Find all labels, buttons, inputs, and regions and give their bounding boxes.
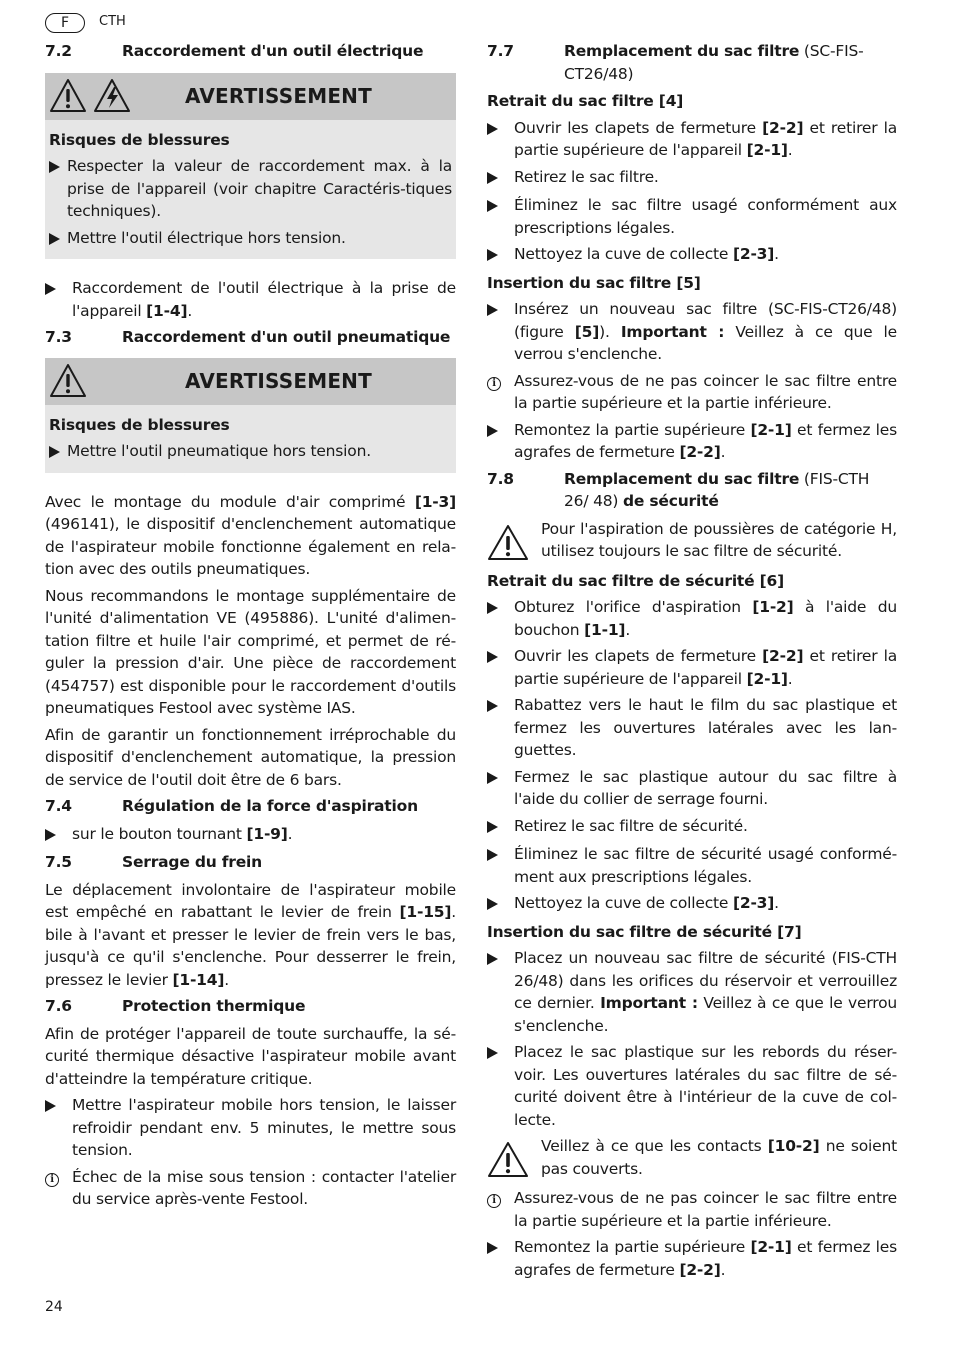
subheading: Retrait du sac filtre de sécurité [6]: [487, 571, 784, 590]
left-column: [45, 40, 456, 1215]
section-heading-7-6: 7.6 Protection thermique: [45, 997, 306, 1015]
section-heading-7-4: 7.4 Régulation de la force d'aspiration: [45, 797, 418, 815]
step-item: Retirez le sac filtre.: [487, 166, 897, 191]
language-badge: F: [45, 13, 85, 33]
bullet-arrow-icon: [487, 772, 498, 784]
section-heading-7-8: 7.8 Remplacement du sac filtre (FIS-CTH 26/ 48) de sécurité: [487, 469, 870, 510]
bullet-arrow-icon: [487, 425, 498, 437]
bullet-arrow-icon: [487, 821, 498, 833]
bullet-arrow-icon: [487, 172, 498, 184]
step-item: Raccordement de l'outil électrique à la prise de l'appareil [1-4].: [45, 277, 456, 322]
info-icon: i: [487, 1194, 501, 1208]
warning-heading: Risques de blessures: [49, 415, 230, 434]
bullet-arrow-icon: [45, 1100, 56, 1112]
bullet-arrow-icon: [49, 233, 60, 245]
bullet-arrow-icon: [487, 123, 498, 135]
info-icon: i: [45, 1173, 59, 1187]
step-item: Éliminez le sac filtre usagé conformément aux prescriptions légales.: [487, 194, 897, 239]
step-item: Nettoyez la cuve de collecte [2-3].: [487, 892, 897, 917]
page-number: 24: [45, 1299, 63, 1315]
paragraph: Le déplacement involontaire de l'aspirateur mobile est empêché en rabattant le levier de frein [1-15]. bile à l'avant et presser le levier de frein vers le bas, jusqu'à ce qu'il s'enclenche. Pour desserrer le frein, pressez le levier [1-14].: [45, 880, 456, 989]
warning-header: [45, 73, 456, 120]
step-item: Ouvrir les clapets de fermeture [2-2] et retirer la partie supérieure de l'appareil [2-1].: [487, 645, 897, 690]
bullet-arrow-icon: [487, 602, 498, 614]
subheading: Insertion du sac filtre [5]: [487, 273, 701, 292]
bullet-arrow-icon: [487, 304, 498, 316]
warning-title: AVERTISSEMENT: [185, 83, 372, 108]
bullet-arrow-icon: [45, 283, 56, 295]
warning-heading: Risques de blessures: [49, 130, 230, 149]
paragraph: Nous recommandons le montage supplémentaire de l'unité d'alimentation VE (495886). L'unité d'alimen-tation filtre et huile l'air comprimé, et permet de ré-guler la pression d'air. Une pièce de raccordement (454757) est disponible pour le raccordement d'outils pneumatiques Festool avec système IAS.: [45, 586, 456, 717]
warning-triangle-icon: [487, 1141, 529, 1179]
step-item: Placez le sac plastique sur les rebords du réser-voir. Les ouvertures latérales du sac filtre de sé-curité doivent être à l'intérieur de la cuve de col-lecte.: [487, 1041, 897, 1131]
bullet-arrow-icon: [487, 849, 498, 861]
warning-item: Mettre l'outil électrique hors tension.: [49, 227, 452, 252]
warning-note: Veillez à ce que les contacts [10-2] ne soient pas couverts.: [487, 1135, 897, 1183]
subheading: Retrait du sac filtre [4]: [487, 92, 684, 110]
bullet-arrow-icon: [487, 898, 498, 910]
model-label: CTH: [99, 14, 126, 29]
warning-triangle-icon: [487, 524, 529, 562]
step-item: Nettoyez la cuve de collecte [2-3].: [487, 243, 897, 268]
paragraph: Avec le montage du module d'air comprimé [1-3] (496141), le dispositif d'enclenchement automatique de l'aspirateur mobile fonctionne également en rela-tion avec des outils pneumatiques.: [45, 492, 456, 578]
bullet-arrow-icon: [487, 1047, 498, 1059]
warning-header: [45, 358, 456, 405]
warning-box: [45, 73, 456, 260]
info-note: i Échec de la mise sous tension : contacter l'atelier du service après-vente Festool.: [45, 1166, 456, 1211]
step-item: Remontez la partie supérieure [2-1] et fermez les agrafes de fermeture [2-2].: [487, 1236, 897, 1281]
step-item: Mettre l'aspirateur mobile hors tension, le laisser refroidir pendant env. 5 minutes, le mettre sous tension.: [45, 1094, 456, 1162]
subheading: Insertion du sac filtre de sécurité [7]: [487, 922, 802, 941]
bullet-arrow-icon: [487, 651, 498, 663]
bullet-arrow-icon: [45, 829, 56, 841]
step-item: Retirez le sac filtre de sécurité.: [487, 815, 897, 840]
bullet-arrow-icon: [487, 953, 498, 965]
warning-note: Pour l'aspiration de poussières de catégorie H, utilisez toujours le sac filtre de sécurité.: [487, 518, 897, 566]
section-heading-7-3: 7.3 Raccordement d'un outil pneumatique: [45, 328, 451, 346]
warning-item: Mettre l'outil pneumatique hors tension.: [49, 440, 452, 465]
electric-hazard-icon: [93, 78, 131, 114]
paragraph: Afin de protéger l'appareil de toute surchauffe, la sé-curité thermique désactive l'aspirateur mobile avant d'atteindre la température critique.: [45, 1024, 456, 1088]
step-item: Insérez un nouveau sac filtre (SC-FIS-CT26/48) (figure [5]). Important : Veillez à ce que le verrou s'enclenche.: [487, 298, 897, 366]
warning-item: Respecter la valeur de raccordement max. à la prise de l'appareil (voir chapitre Caractéris-tiques techniques).: [49, 155, 452, 223]
info-note: i Assurez-vous de ne pas coincer le sac filtre entre la partie supérieure et la partie inférieure.: [487, 1187, 897, 1232]
warning-box: [45, 358, 456, 473]
step-item: Obturez l'orifice d'aspiration [1-2] à l'aide du bouchon [1-1].: [487, 596, 897, 641]
info-note: i Assurez-vous de ne pas coincer le sac filtre entre la partie supérieure et la partie inférieure.: [487, 370, 897, 415]
bullet-arrow-icon: [49, 446, 60, 458]
bullet-arrow-icon: [487, 700, 498, 712]
bullet-arrow-icon: [49, 161, 60, 173]
step-item: Rabattez vers le haut le film du sac plastique et fermez les ouvertures latérales avec les lan-guettes.: [487, 694, 897, 762]
step-item: Remontez la partie supérieure [2-1] et fermez les agrafes de fermeture [2-2].: [487, 419, 897, 464]
right-column: [487, 40, 897, 1285]
step-item: Placez un nouveau sac filtre de sécurité (FIS-CTH 26/48) dans les orifices du réservoir et verrouillez ce dernier. Important : Veillez à ce que le verrou s'enclenche.: [487, 947, 897, 1037]
step-item: sur le bouton tournant [1-9].: [45, 823, 456, 848]
step-item: Éliminez le sac filtre de sécurité usagé conformé-ment aux prescriptions légales.: [487, 843, 897, 888]
step-item: Ouvrir les clapets de fermeture [2-2] et retirer la partie supérieure de l'appareil [2-1].: [487, 117, 897, 162]
bullet-arrow-icon: [487, 249, 498, 261]
section-heading-7-5: 7.5 Serrage du frein: [45, 853, 263, 871]
section-heading-7-7: 7.7 Remplacement du sac filtre (SC-FIS-CT26/48): [487, 42, 864, 83]
warning-title: AVERTISSEMENT: [185, 368, 372, 393]
paragraph: Afin de garantir un fonctionnement irréprochable du dispositif d'enclenchement automatique, la pression de service de l'outil doit être de 6 bars.: [45, 725, 456, 789]
step-item: Fermez le sac plastique autour du sac filtre à l'aide du collier de serrage fourni.: [487, 766, 897, 811]
warning-triangle-icon: [49, 363, 87, 399]
bullet-arrow-icon: [487, 1242, 498, 1254]
bullet-arrow-icon: [487, 200, 498, 212]
info-icon: i: [487, 377, 501, 391]
section-heading-7-2: 7.2 Raccordement d'un outil électrique: [45, 42, 424, 60]
warning-triangle-icon: [49, 78, 87, 114]
